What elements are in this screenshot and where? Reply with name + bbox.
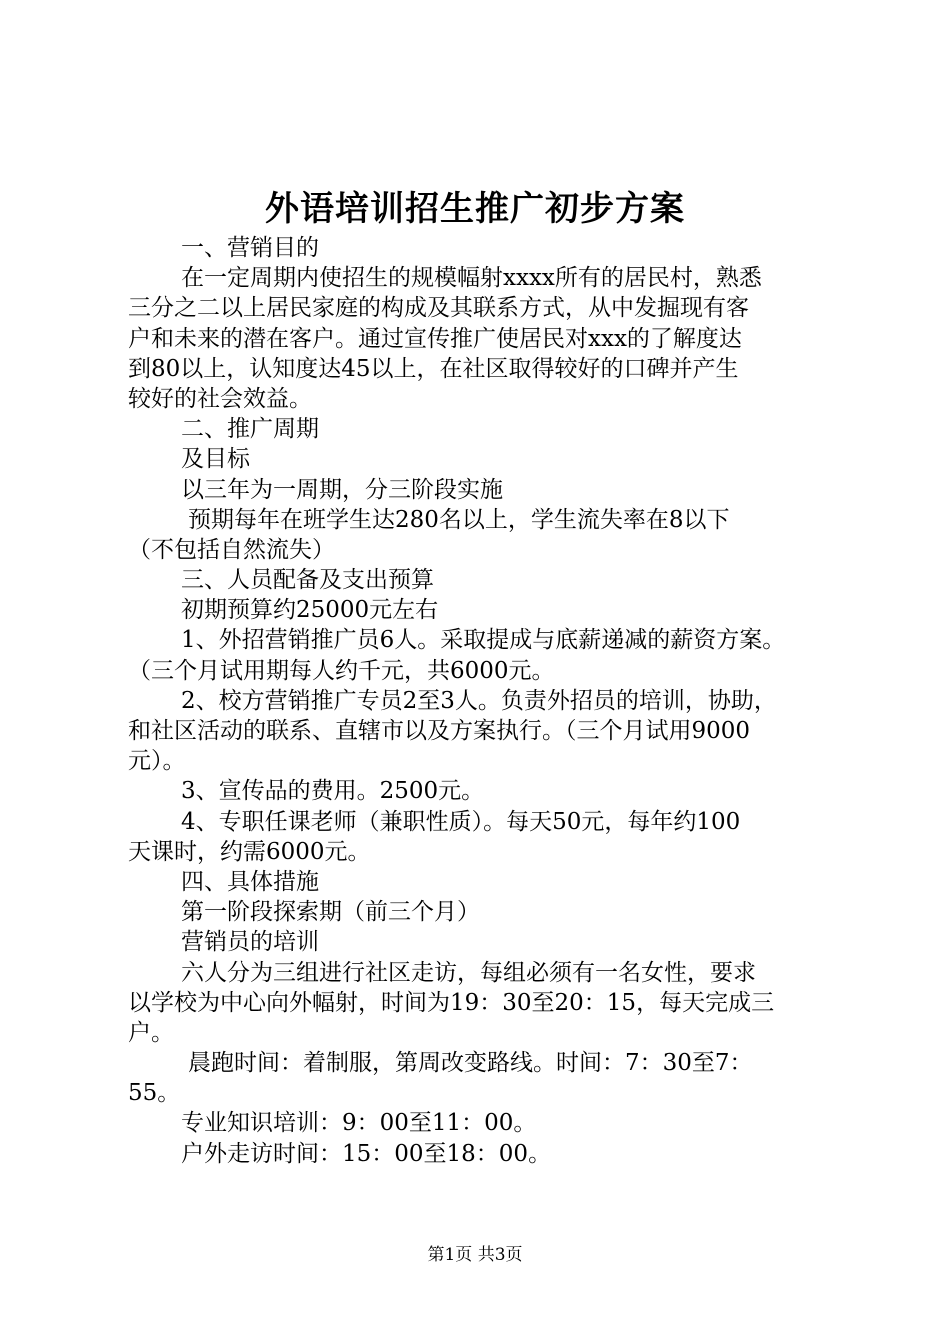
- paragraph-line: 初期预算约25000元左右: [181, 597, 439, 624]
- paragraph-line: 及目标: [181, 446, 250, 473]
- paragraph-line: （不包括自然流失）: [128, 536, 335, 563]
- paragraph-line: 在一定周期内使招生的规模幅射xxxx所有的居民村，熟悉: [181, 265, 762, 292]
- paragraph-line: 3、宣传品的费用。2500元。: [181, 778, 485, 805]
- paragraph-line: 4、专职任课老师（兼职性质）。每天50元，每年约100: [181, 808, 741, 835]
- paragraph-line: 天课时，约需6000元。: [128, 838, 371, 865]
- paragraph-line: 和社区活动的联系、直辖市以及方案执行。（三个月试用9000: [128, 718, 751, 744]
- document-body: [128, 233, 840, 1169]
- paragraph-line: 1、外招营销推广员6人。采取提成与底薪递减的薪资方案。: [181, 627, 786, 654]
- paragraph-line: 2、校方营销推广专员2至3人。负责外招员的培训，协助，: [181, 687, 777, 714]
- paragraph-line: 以三年为一周期，分三阶段实施: [181, 476, 503, 503]
- paragraph-line: 营销员的培训: [181, 929, 319, 956]
- paragraph-line: 较好的社会效益。: [128, 385, 312, 412]
- section-heading-measures: 四、具体措施: [181, 868, 319, 895]
- paragraph-line: 六人分为三组进行社区走访，每组必须有一名女性，要求: [181, 959, 756, 986]
- paragraph-line: 第一阶段探索期（前三个月）: [181, 899, 480, 926]
- section-heading-promotion-period: 二、推广周期: [181, 416, 319, 443]
- paragraph-line: 元）。: [128, 748, 186, 775]
- paragraph-line: 专业知识培训：9：00至11：00。: [181, 1110, 537, 1137]
- paragraph-line: 晨跑时间：着制服，第周改变路线。时间：7：30至7：: [188, 1050, 753, 1077]
- document-title: 外语培训招生推广初步方案: [265, 189, 685, 229]
- paragraph-line: 预期每年在班学生达280名以上，学生流失率在8以下: [188, 506, 730, 533]
- paragraph-line: 三分之二以上居民家庭的构成及其联系方式，从中发掘现有客: [128, 295, 749, 322]
- paragraph-line: 以学校为中心向外幅射，时间为19：30至20：15，每天完成三: [128, 989, 775, 1016]
- paragraph-line: 55。: [128, 1080, 181, 1107]
- page-number-footer: 第1页 共3页: [427, 1245, 523, 1265]
- paragraph-line: （三个月试用期每人约千元，共6000元。: [128, 657, 555, 684]
- paragraph-line: 户外走访时间：15：00至18：00。: [181, 1140, 552, 1167]
- paragraph-line: 户。: [128, 1019, 174, 1046]
- paragraph-line: 户和未来的潜在客户。通过宣传推广使居民对xxx的了解度达: [128, 325, 742, 352]
- section-heading-staffing-budget: 三、人员配备及支出预算: [181, 567, 434, 594]
- paragraph-line: 到80以上，认知度达45以上，在社区取得较好的口碑并产生: [128, 355, 739, 382]
- section-heading-marketing-goal: 一、营销目的: [181, 235, 319, 261]
